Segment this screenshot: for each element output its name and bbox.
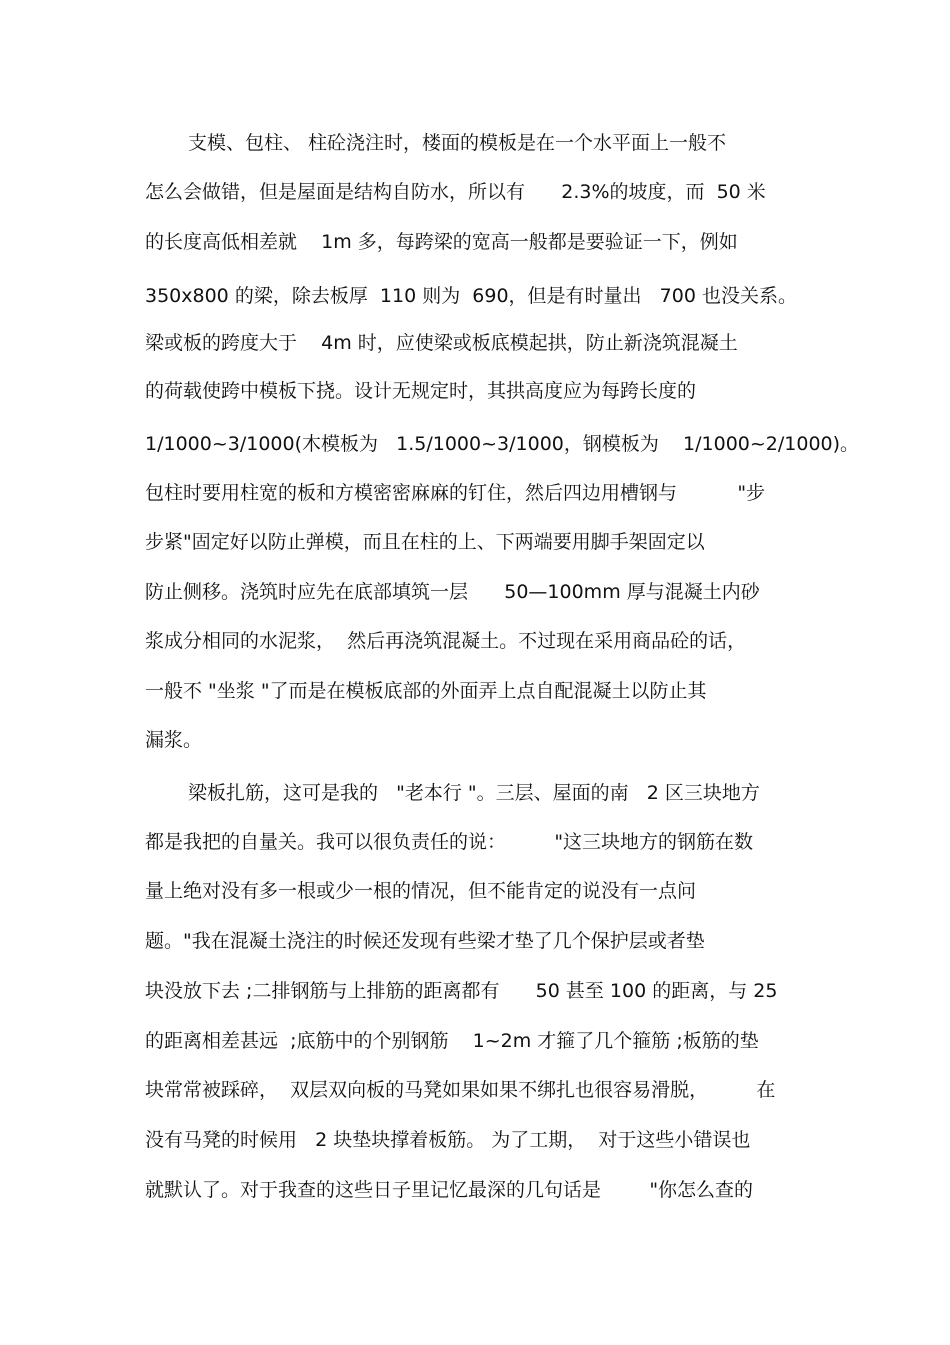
paragraph-1-line-12: 一般不 "坐浆 "了而是在模板底部的外面弄上点自配混凝土以防止其 <box>145 680 707 702</box>
paragraph-1-line-1: 支模、包柱、 柱砼浇注时，楼面的模板是在一个水平面上一般不 <box>188 132 727 154</box>
paragraph-2-line-1: 梁板扎筋，这可是我的 "老本行 "。三层、屋面的南 2 区三块地方 <box>188 782 760 804</box>
paragraph-1-line-4: 350x800 的梁，除去板厚 110 则为 690，但是有时量出 700 也没关系。 <box>145 285 797 307</box>
paragraph-1-line-11: 浆成分相同的水泥浆， 然后再浇筑混凝土。不过现在采用商品砼的话， <box>145 630 747 652</box>
paragraph-1-line-7: 1/1000~3/1000(木模板为 1.5/1000~3/1000，钢模板为 1/1000~2/1000)。 <box>145 433 860 455</box>
paragraph-1-line-8: 包柱时要用柱宽的板和方模密密麻麻的钉住，然后四边用槽钢与 "步 <box>145 482 766 504</box>
paragraph-2-line-4: 题。"我在混凝土浇注的时候还发现有些梁才垫了几个保护层或者垫 <box>145 930 705 952</box>
paragraph-2-line-9: 就默认了。对于我查的这些日子里记忆最深的几句话是 "你怎么查的 <box>145 1179 754 1201</box>
paragraph-1-line-9: 步紧"固定好以防止弹模，而且在柱的上、下两端要用脚手架固定以 <box>145 531 705 553</box>
paragraph-1-line-13: 漏浆。 <box>145 729 203 751</box>
paragraph-1-line-5: 梁或板的跨度大于 4m 时，应使梁或板底模起拱，防止新浇筑混凝土 <box>145 332 738 354</box>
paragraph-2-line-8: 没有马凳的时候用 2 块垫块撑着板筋。 为了工期， 对于这些小错误也 <box>145 1129 751 1151</box>
paragraph-2-line-6: 的距离相差甚远 ;底筋中的个别钢筋 1~2m 才箍了几个箍筋 ;板筋的垫 <box>145 1030 759 1052</box>
paragraph-1-line-3: 的长度高低相差就 1m 多，每跨梁的宽高一般都是要验证一下，例如 <box>145 231 738 253</box>
paragraph-2-line-7: 块常常被踩碎， 双层双向板的马凳如果如果不绑扎也很容易滑脱， 在 <box>145 1079 776 1101</box>
paragraph-2-line-2: 都是我把的自量关。我可以很负责任的说： "这三块地方的钢筋在数 <box>145 831 754 853</box>
paragraph-1-line-2: 怎么会做错，但是屋面是结构自防水，所以有 2.3%的坡度，而 50 米 <box>145 181 766 203</box>
paragraph-2-line-5: 块没放下去 ;二排钢筋与上排筋的距离都有 50 甚至 100 的距离，与 25 <box>145 980 778 1002</box>
paragraph-1-line-10: 防止侧移。浇筑时应先在底部填筑一层 50—100mm 厚与混凝土内砂 <box>145 581 760 603</box>
paragraph-2-line-3: 量上绝对没有多一根或少一根的情况，但不能肯定的说没有一点问 <box>145 880 697 902</box>
paragraph-1-line-6: 的荷载使跨中模板下挠。设计无规定时，其拱高度应为每跨长度的 <box>145 380 697 402</box>
